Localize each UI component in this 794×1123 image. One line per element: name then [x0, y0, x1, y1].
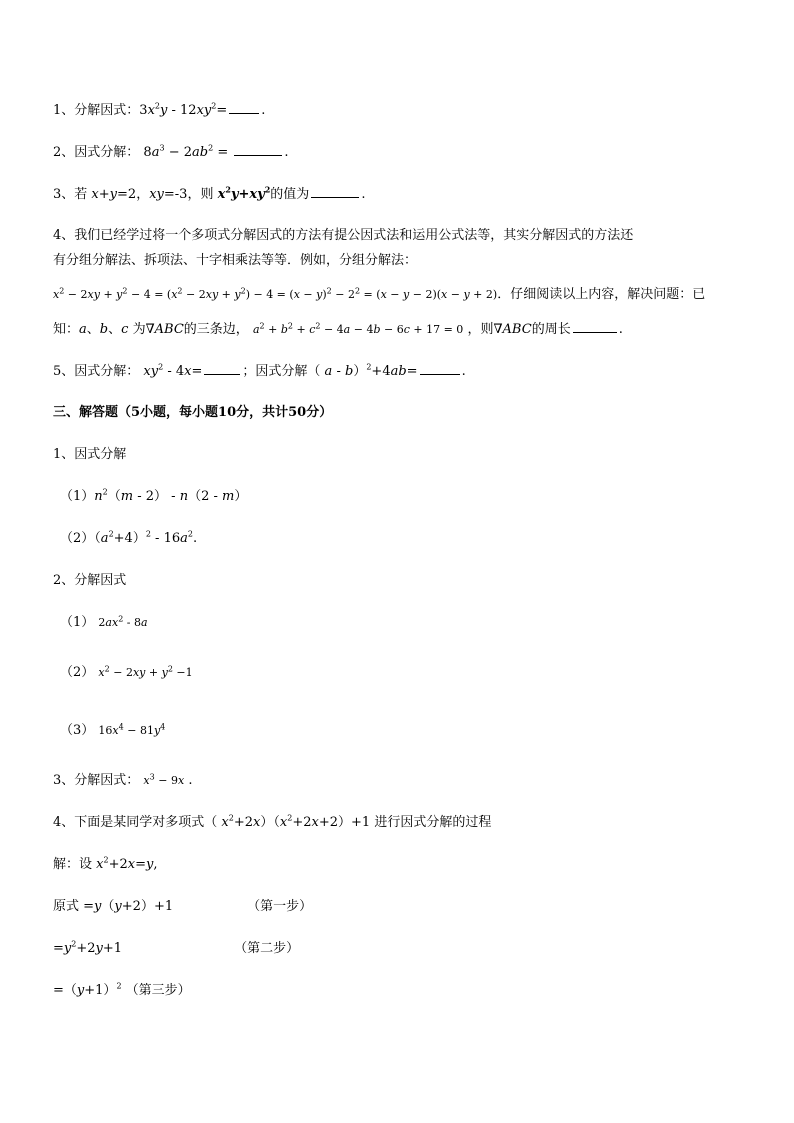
problem-2-part-1: （1） $2ax^2 - 8a$ [60, 614, 148, 630]
problem-4-solution: 解：设 $x^2+2x=y$, [53, 855, 158, 872]
question-3: 3、若 x+y=2，xy=-3，则 $x^2y+xy^2$的值为 . [53, 184, 366, 202]
answer-blank[interactable] [573, 320, 617, 333]
problem-1-part-1: $(1)n^2(m - 2) - n(2 - m)$ [60, 487, 248, 504]
question-4-line-1: 4、我们已经学过将一个多项式分解因式的方法有提公因式法和运用公式法等，其实分解因式的方法还 [53, 228, 634, 243]
problem-3: 3、分解因式： $x^3 - 9x$ . [53, 772, 193, 788]
question-4-line-2: 有分组分解法、拆项法、十字相乘法等等．例如，分组分解法： [53, 253, 418, 268]
problem-4-title: 4、下面是某同学对多项式（ $x^2+2x)(x^2+2x+2)+1$ 进行因式分解的过程 [53, 813, 492, 830]
problem-2-title: 2、分解因式 [53, 573, 127, 588]
answer-blank[interactable] [311, 185, 359, 198]
section-heading: 三、解答题（5小题，每小题10分，共计50分） [53, 405, 333, 420]
question-4-line-4: 知：a、b、c 为∇ABC的三条边， $a^2 + b^2 + c^2 - 4a - 4b - 6c + 17 = 0$ ，则∇ABC的周长 . [53, 321, 623, 337]
answer-blank[interactable] [229, 101, 259, 114]
answer-blank[interactable] [234, 143, 282, 156]
problem-4-step-1: 原式 =y（y+2）+1 （第一步） [53, 899, 313, 914]
problem-4-step-3: $=(y+1)^2$ （第三步） [53, 981, 191, 998]
problem-2-part-3: （3） $16x^4 - 81y^4$ [60, 722, 166, 738]
answer-blank[interactable] [204, 362, 240, 375]
problem-1-part-2: $(2)(a^2+4)^2 - 16a^2$. [60, 529, 198, 546]
question-5: 5、因式分解： $xy^2 - 4x=$ ；因式分解（ a - b）$^2$+4ab= . [53, 362, 466, 379]
question-4-line-3: $x^2 - 2xy + y^2 - 4 = (x^2 - 2xy + y^2) - 4 = (x - y)^2 - 2^2 = (x - y - 2)(x - y + 2)$．仔细阅读以上内容，解决问题：已 [53, 286, 706, 302]
question-2: 2、因式分解： $8a^3 - 2ab^2$ = . [53, 143, 289, 160]
problem-2-part-2: （2） $x^2 - 2xy + y^2 -1$ [60, 664, 193, 680]
problem-1-title: 1、因式分解 [53, 447, 127, 462]
problem-4-step-2: $=y^2+2y+1$ （第二步） [53, 939, 300, 956]
answer-blank[interactable] [420, 362, 460, 375]
question-1: 1、分解因式：$3x^2y - 12xy^2=$ . [53, 101, 266, 118]
